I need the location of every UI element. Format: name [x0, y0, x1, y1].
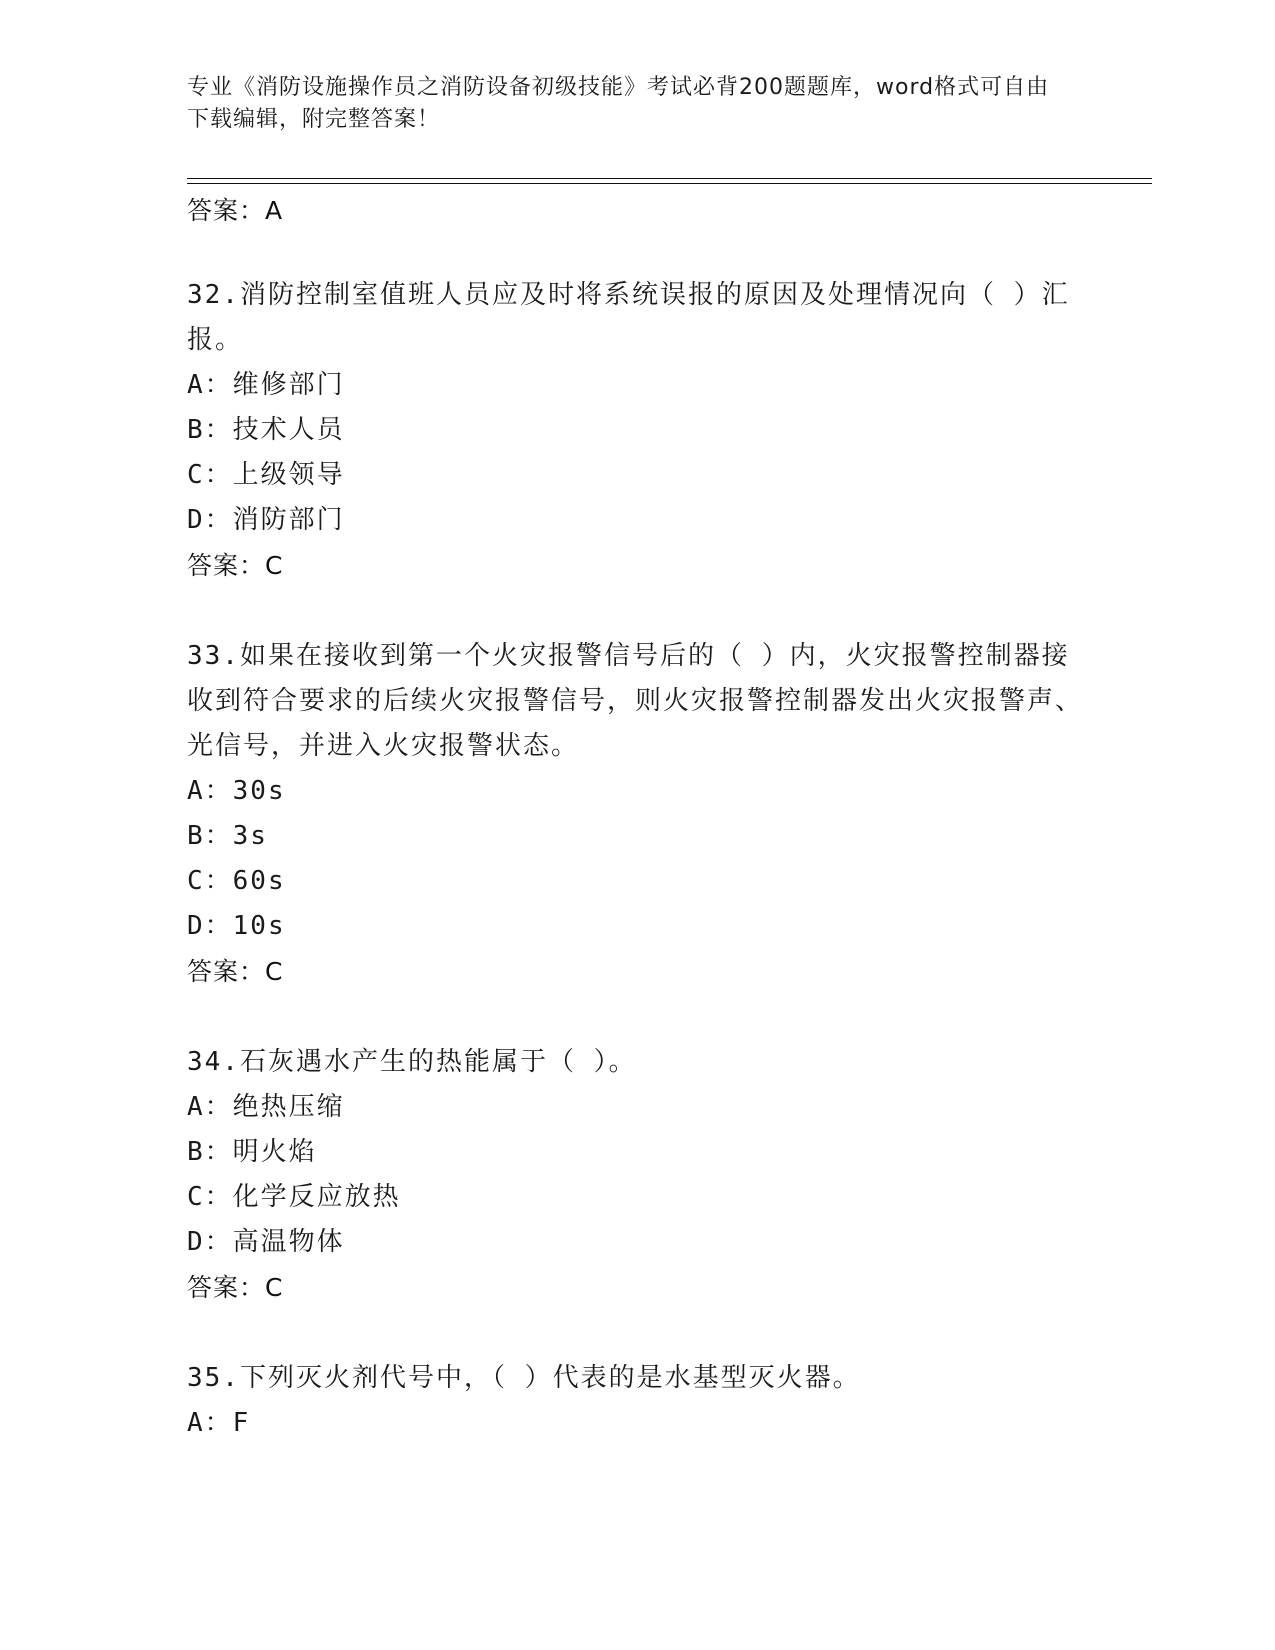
question-33-text: 33.如果在接收到第一个火灾报警信号后的（ ）内，火灾报警控制器接收到符合要求的后续火灾报警信号，则火灾报警控制器发出火灾报警声、光信号，并进入火灾报警状态。: [187, 641, 1084, 761]
question-33-option-a: A：30s: [187, 776, 286, 806]
question-34-option-d: D：高温物体: [187, 1227, 345, 1257]
answer-31: 答案：A: [187, 196, 284, 225]
question-35-option-a: A：F: [187, 1408, 251, 1438]
question-list: [187, 188, 1087, 1446]
question-33: [187, 634, 1087, 994]
question-34-text: 34.石灰遇水产生的热能属于（ ）。: [187, 1047, 637, 1077]
question-34-option-b: B：明火焰: [187, 1137, 317, 1167]
question-34-option-a: A：绝热压缩: [187, 1092, 345, 1122]
question-32-option-d: D：消防部门: [187, 505, 345, 535]
question-33-option-d: D：10s: [187, 911, 286, 941]
question-32-answer: 答案：C: [187, 551, 284, 580]
question-35-text: 35.下列灭火剂代号中，（ ）代表的是水基型灭火器。: [187, 1363, 861, 1393]
question-34-option-c: C：化学反应放热: [187, 1182, 401, 1212]
question-33-option-c: C：60s: [187, 866, 286, 896]
header-rule-top: [187, 178, 1152, 179]
document-header: 专业《消防设施操作员之消防设备初级技能》考试必背200题题库，word格式可自由下载编辑，附完整答案！: [187, 75, 1050, 132]
question-33-option-b: B：3s: [187, 821, 268, 851]
question-34: [187, 1040, 1087, 1310]
question-32-option-c: C：上级领导: [187, 460, 345, 490]
question-33-answer: 答案：C: [187, 957, 284, 986]
question-32-option-b: B：技术人员: [187, 415, 345, 445]
question-32-option-a: A：维修部门: [187, 370, 345, 400]
question-32-text: 32.消防控制室值班人员应及时将系统误报的原因及处理情况向（ ）汇报。: [187, 280, 1070, 355]
header-rule-bottom: [187, 183, 1152, 184]
question-34-answer: 答案：C: [187, 1273, 284, 1302]
question-32: [187, 273, 1087, 588]
question-35: [187, 1356, 1087, 1446]
